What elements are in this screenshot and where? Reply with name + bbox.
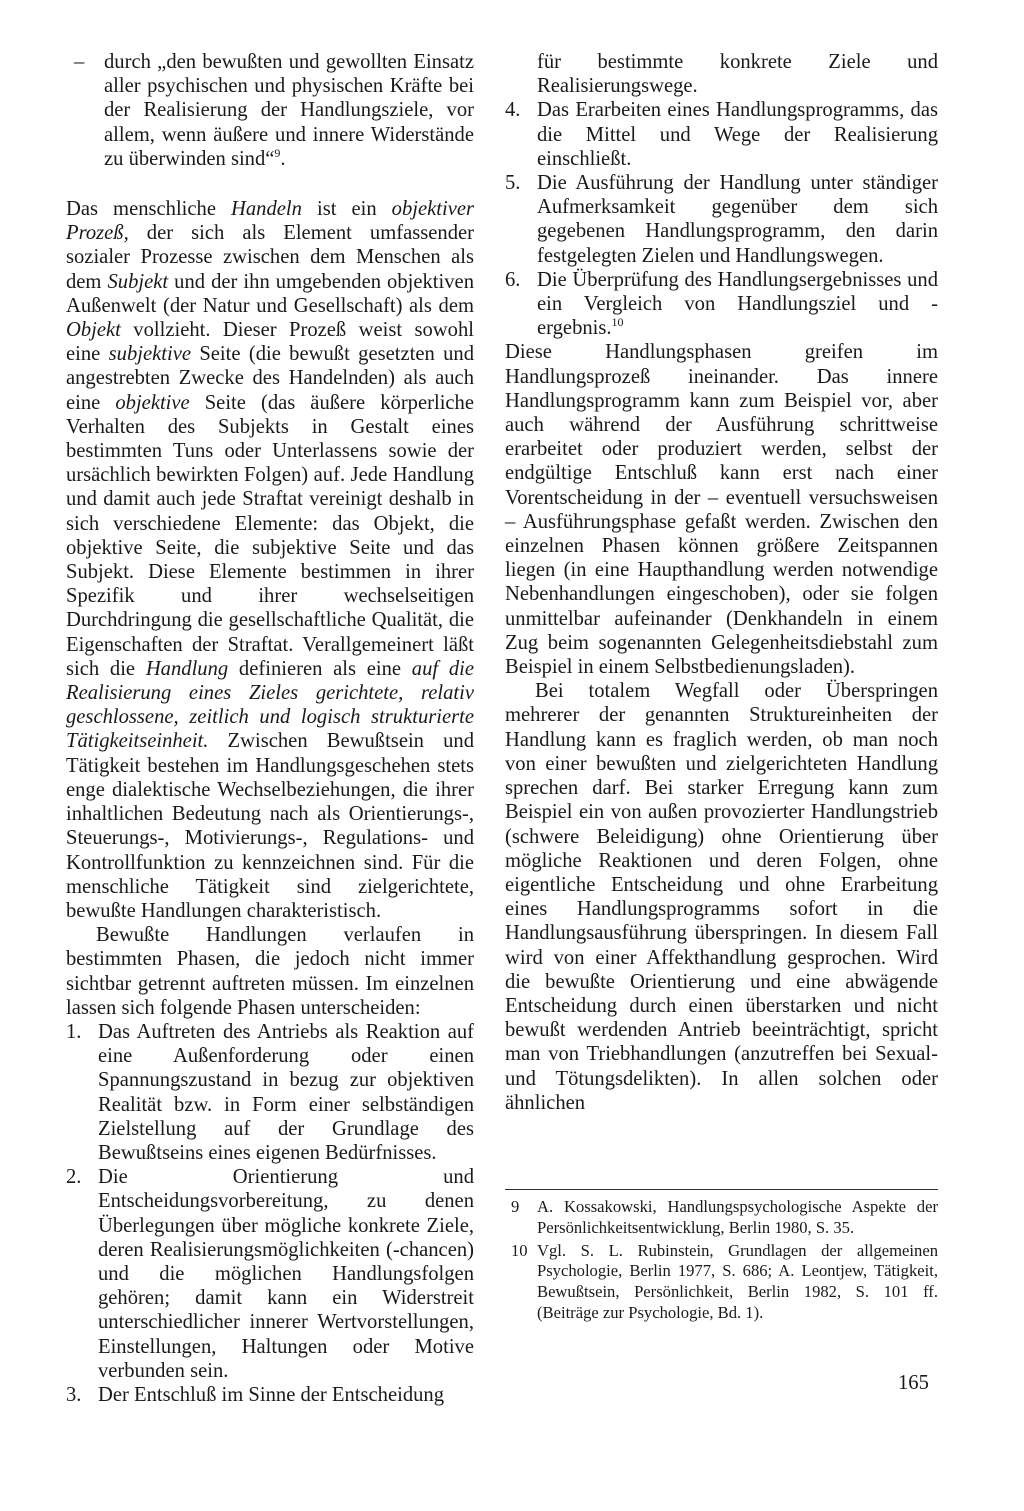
list-number: 6.: [505, 268, 521, 291]
list-item-text: Das Auftreten des Antriebs als Reaktion auf eine Außenforderung oder einen Spannungszustand in bezug zur objektiven Realität bzw. in Form einer selbständigen Zielstellung auf der Grundlage des Bewußtseins eines eigenen Bedürfnisses.: [98, 1020, 474, 1164]
list-item: [66, 1020, 474, 1165]
list-number: 5.: [505, 172, 521, 195]
list-item-3-continuation: für bestimmte konkrete Ziele und Realisierungswege.: [537, 51, 938, 98]
list-item: [66, 1165, 474, 1383]
footnote-number: 10: [511, 1240, 528, 1260]
left-column: [66, 50, 474, 1407]
footnote-ref-9: 9: [274, 145, 281, 160]
paragraph-phasen: Bewußte Handlungen verlaufen in bestimmten Phasen, die jedoch nicht immer sichtbar getrennt auftreten müssen. Im einzelnen lassen sich folgende Phasen unterscheiden:: [66, 924, 474, 1019]
list-item-text: Die Überprüfung des Handlungsergebnisses und ein Vergleich von Handlungsziel und -ergebnis.$^{10}$: [537, 268, 938, 340]
footnote-text: Vgl. S. L. Rubinstein, Grundlagen der allgemeinen Psychologie, Berlin 1977, S. 686; A. Leontjew, Tätigkeit, Bewußtsein, Persönlichkeit, Berlin 1982, S. 101 ff. (Beiträge zur Psychologie, Bd. 1).: [537, 1240, 938, 1322]
right-column: [505, 50, 938, 1115]
footnote: [505, 1197, 938, 1239]
dash-marker: –: [74, 51, 85, 73]
footnote-divider: [505, 1189, 938, 1190]
list-number: 3.: [66, 1383, 82, 1406]
list-item: [505, 268, 938, 341]
dash-item-text: durch „den bewußten und gewollten Einsatz aller psychischen und physischen Kräfte bei der Realisierung der Handlungsziele, vor allem, wenn äußere und innere Widerstände zu überwinden sind“$^9$.: [104, 51, 474, 170]
list-number: 4.: [505, 99, 521, 122]
paragraph-handlungsphasen: Diese Handlungsphasen greifen im Handlungsprozeß ineinander. Das innere Handlungsprogramm kann zum Beispiel vor, aber auch während der Ausführung schrittweise erarbeitet oder produziert werden, selbst der endgültige Entschluß kann erst nach einer Vorentscheidung in der – eventuell versuchsweisen – Ausführungsphase gefaßt werden. Zwischen den einzelnen Phasen können größere Zeitspannen liegen (in eine Haupthandlung werden notwendige Nebenhandlungen eingeschoben), oder sie folgen unmittelbar aufeinander (Denkhandeln in einem Zug beim sogenannten Gelegenheitsdiebstahl zum Beispiel in einem Selbstbedienungsladen).: [505, 341, 938, 679]
paragraph-handeln: Das menschliche Handeln ist ein objektiver Prozeß, der sich als Element umfassender sozialer Prozesse zwischen dem Menschen als dem Subjekt und der ihn umgebenden objektiven Außenwelt (der Natur und Gesellschaft) als dem Objekt vollzieht. Dieser Prozeß weist sowohl eine subjektive Seite (die bewußt gesetzten und angestrebten Zwecke des Handelnden) als auch eine objektive Seite (das äußere körperliche Verhalten des Subjekts in Gestalt eines bestimmten Tuns oder Unterlassens sowie der ursächlich bewirkten Folgen) auf. Jede Handlung und damit auch jede Straftat vereinigt deshalb in sich verschiedene Elemente: das Objekt, die objektive Seite, die subjektive Seite und das Subjekt. Diese Elemente bestimmen in ihrer Spezifik und ihrer wechselseitigen Durchdringung die gesellschaftliche Qualität, die Eigenschaften der Straftat. Verallgemeinert läßt sich die Handlung definieren als eine auf die Realisierung eines Zieles gerichtete, relativ geschlossene, zeitlich und logisch strukturierte Tätigkeitseinheit. Zwischen Bewußtsein und Tätigkeit bestehen im Handlungsgeschehen stets enge dialektische Wechselbeziehungen, die ihrer inhaltlichen Bedeutung nach als Orientierungs-, Steuerungs-, Motivierungs-, Regulations- und Kontrollfunktion zu kennzeichnen sind. Für die menschliche Tätigkeit sind zielgerichtete, bewußte Handlungen charakteristisch.: [66, 198, 474, 922]
paragraph-wegfall: Bei totalem Wegfall oder Überspringen mehrerer der genannten Struktureinheiten der Handlung kann es fraglich werden, ob man noch von einer bewußten und zielgerichteten Handlung sprechen darf. Bei starker Erregung kann zum Beispiel ein von außen provozierter Handlungstrieb (schwere Beleidigung) ohne Orientierung über mögliche Reaktionen und deren Folgen, ohne eigentliche Entscheidung und ohne Erarbeitung eines Handlungsprogramms sofort in die Handlungsausführung überspringen. In diesem Fall wird von einer Affekthandlung gesprochen. Wird die bewußte Orientierung und eine abwägende Entscheidung durch einen überstarken und nicht bewußt werdenden Antrieb beeinträchtigt, spricht man von Triebhandlungen (anzutreffen bei Sexual- und Tötungsdelikten). In allen solchen oder ähnlichen: [505, 680, 938, 1114]
list-item: [505, 98, 938, 171]
footnote-number: 9: [511, 1197, 520, 1216]
footnote-ref-10: 10: [611, 315, 624, 330]
page-number: 165: [898, 1372, 929, 1394]
list-item-text: Die Orientierung und Entscheidungsvorbereitung, zu denen Überlegungen über mögliche konkrete Ziele, deren Realisierungsmöglichkeiten (-chancen) und die möglichen Handlungsfolgen gehören; damit kann ein Widerstreit unterschiedlicher innerer Wertvorstellungen, Einstellungen, Haltungen oder Motive verbunden sein.: [98, 1166, 474, 1382]
footnote: [505, 1241, 938, 1324]
dash-list-item: [66, 50, 474, 171]
list-item: [66, 1383, 474, 1407]
list-item-text: Das Erarbeiten eines Handlungsprogramms, das die Mittel und Wege der Realisierung einschließt.: [537, 99, 938, 170]
footnotes: [505, 1197, 938, 1326]
list-number: 1.: [66, 1020, 82, 1043]
list-number: 2.: [66, 1166, 82, 1189]
list-item: [505, 171, 938, 268]
list-item-text: Der Entschluß im Sinne der Entscheidung: [98, 1383, 445, 1406]
footnote-text: A. Kossakowski, Handlungspsychologische Aspekte der Persönlichkeitsentwicklung, Berlin 1980, S. 35.: [537, 1197, 938, 1237]
list-item-text: Die Ausführung der Handlung unter ständiger Aufmerksamkeit gegenüber dem sich gegebenen Handlungsprogramm, den darin festgelegten Zielen und Handlungswegen.: [537, 172, 938, 267]
